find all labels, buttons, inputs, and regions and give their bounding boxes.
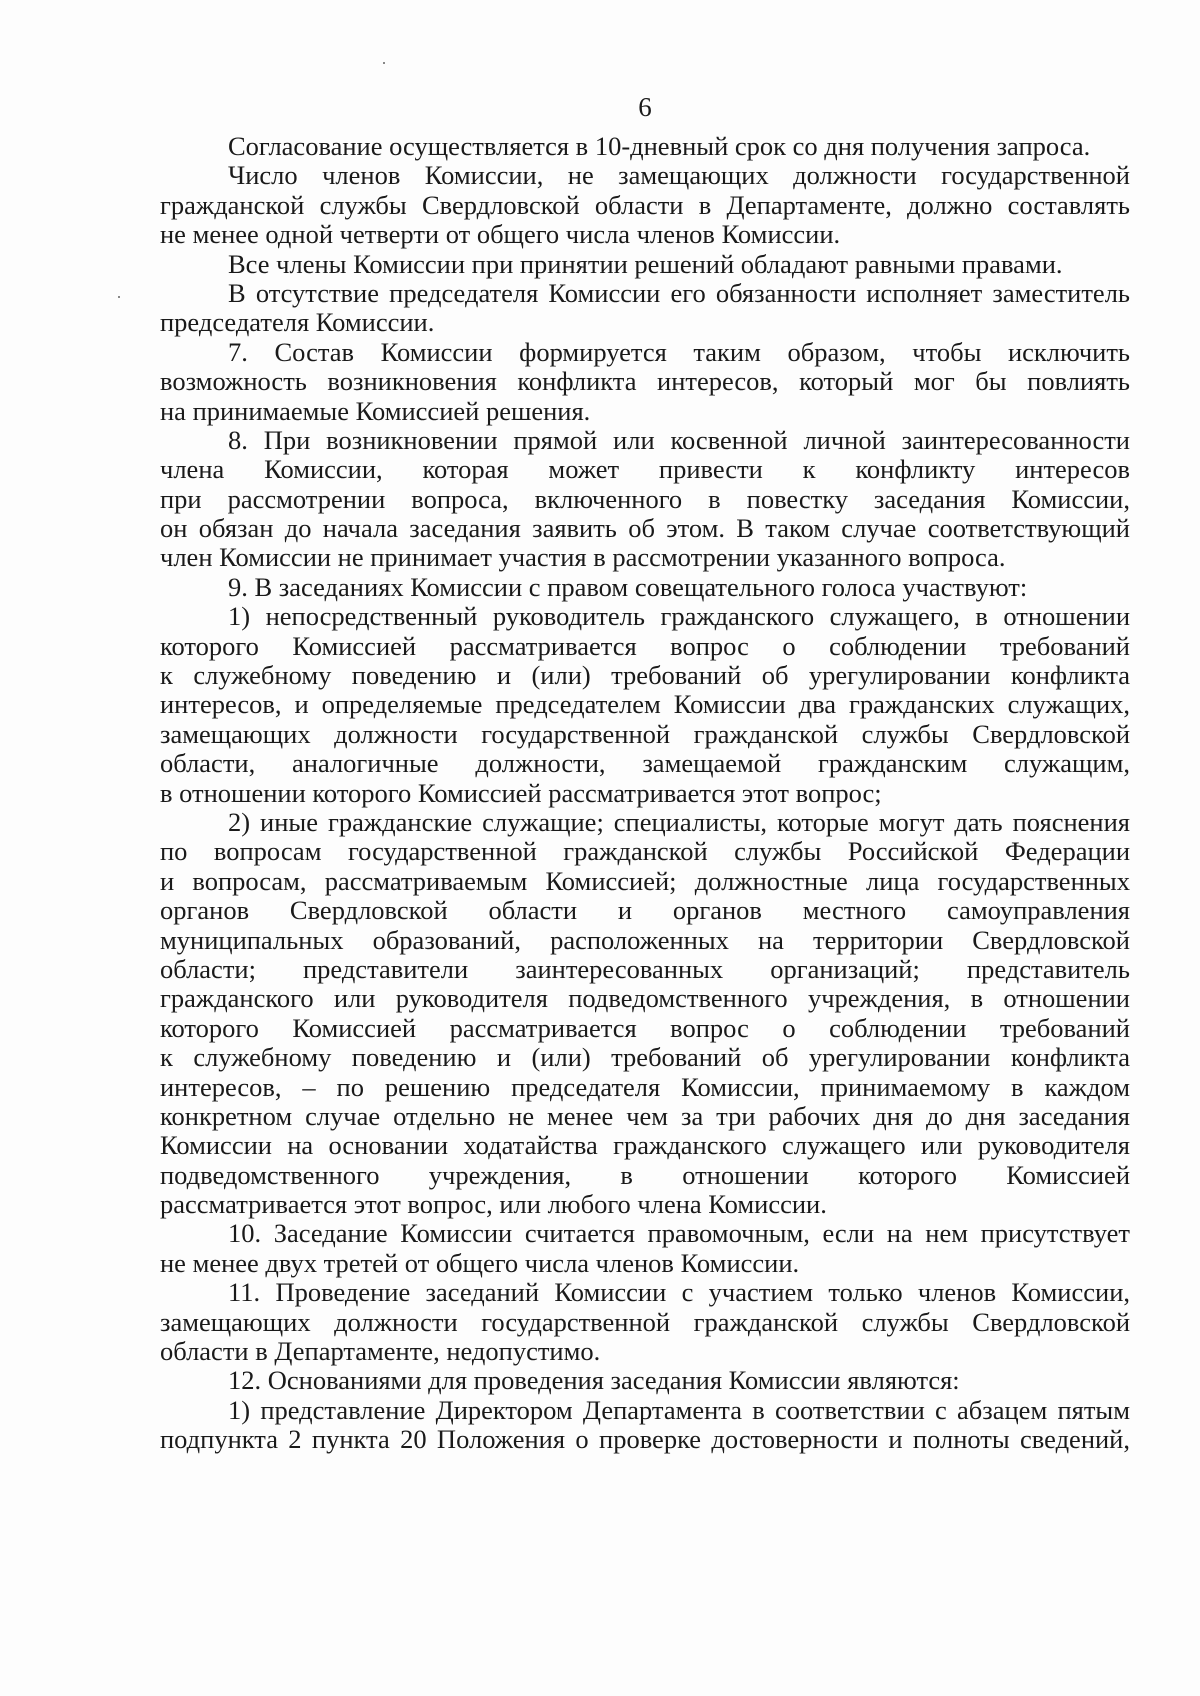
page-number: 6	[638, 92, 652, 122]
text-line: подведомственного учреждения, в отношении которого Комиссией	[160, 1160, 1130, 1190]
text-line: возможность возникновения конфликта интересов, который мог бы повлиять	[160, 367, 1130, 397]
text-line: конкретном случае отдельно не менее чем за три рабочих дня до дня заседания	[160, 1101, 1130, 1131]
text-line: области в Департаменте, недопустимо.	[160, 1336, 601, 1367]
text-line: 7. Состав Комиссии формируется таким образом, чтобы исключить	[228, 337, 1130, 367]
scan-speck	[118, 296, 120, 298]
text-line: он обязан до начала заседания заявить об этом. В таком случае соответствующий	[160, 514, 1130, 544]
text-line: на принимаемые Комиссией решения.	[160, 395, 591, 426]
text-line: к служебному поведению и (или) требований об урегулировании конфликта	[160, 661, 1130, 691]
text-line: 1) представление Директором Департамента в соответствии с абзацем пятым	[228, 1395, 1130, 1425]
text-line: интересов, – по решению председателя Комиссии, принимаемому в каждом	[160, 1072, 1130, 1102]
text-line: муниципальных образований, расположенных на территории Свердловской	[160, 925, 1130, 955]
text-line: гражданской службы Свердловской области в Департаменте, должно составлять	[160, 190, 1130, 220]
text-line: не менее двух третей от общего числа членов Комиссии.	[160, 1247, 800, 1278]
text-line: члена Комиссии, которая может привести к конфликту интересов	[160, 455, 1130, 485]
text-line: к служебному поведению и (или) требований об урегулировании конфликта	[160, 1043, 1130, 1073]
text-line: области; представители заинтересованных организаций; представитель	[160, 954, 1130, 984]
text-line: председателя Комиссии.	[160, 307, 435, 338]
text-line: подпункта 2 пункта 20 Положения о проверке достоверности и полноты сведений,	[160, 1425, 1130, 1455]
text-line: области, аналогичные должности, замещаемой гражданским служащим,	[160, 749, 1130, 779]
text-line: которого Комиссией рассматривается вопрос о соблюдении требований	[160, 1013, 1130, 1043]
text-line: 10. Заседание Комиссии считается правомочным, если на нем присутствует	[228, 1219, 1130, 1249]
text-line: Все члены Комиссии при принятии решений обладают равными правами.	[228, 248, 1063, 279]
text-line: 9. В заседаниях Комиссии с правом совещательного голоса участвуют:	[228, 571, 1028, 602]
text-line: Число членов Комиссии, не замещающих должности государственной	[228, 161, 1130, 191]
text-line: и вопросам, рассматриваемым Комиссией; должностные лица государственных	[160, 866, 1130, 896]
text-line: при рассмотрении вопроса, включенного в повестку заседания Комиссии,	[160, 484, 1130, 514]
text-line: гражданского или руководителя подведомственного учреждения, в отношении	[160, 984, 1130, 1014]
text-line: замещающих должности государственной гражданской службы Свердловской	[160, 1307, 1130, 1337]
text-line: интересов, и определяемые председателем Комиссии два гражданских служащих,	[160, 690, 1130, 720]
scan-speck	[383, 62, 385, 64]
text-line: член Комиссии не принимает участия в рассмотрении указанного вопроса.	[160, 542, 1006, 573]
text-line: которого Комиссией рассматривается вопрос о соблюдении требований	[160, 631, 1130, 661]
text-line: не менее одной четверти от общего числа членов Комиссии.	[160, 219, 841, 250]
text-line: Комиссии на основании ходатайства гражданского служащего или руководителя	[160, 1131, 1130, 1161]
text-line: по вопросам государственной гражданской службы Российской Федерации	[160, 837, 1130, 867]
text-line: 8. При возникновении прямой или косвенной личной заинтересованности	[228, 425, 1130, 455]
text-line: 12. Основаниями для проведения заседания Комиссии являются:	[228, 1365, 960, 1396]
text-line: органов Свердловской области и органов местного самоуправления	[160, 896, 1130, 926]
text-line: В отсутствие председателя Комиссии его обязанности исполняет заместитель	[228, 278, 1130, 308]
text-line: 2) иные гражданские служащие; специалисты, которые могут дать пояснения	[228, 807, 1130, 837]
text-line: замещающих должности государственной гражданской службы Свердловской	[160, 719, 1130, 749]
text-line: Согласование осуществляется в 10-дневный срок со дня получения запроса.	[228, 131, 1091, 161]
text-line: 11. Проведение заседаний Комиссии с участием только членов Комиссии,	[228, 1278, 1130, 1308]
text-line: 1) непосредственный руководитель гражданского служащего, в отношении	[228, 602, 1130, 632]
text-line: в отношении которого Комиссией рассматривается этот вопрос;	[160, 777, 882, 808]
document-body	[160, 132, 1130, 1455]
text-line: рассматривается этот вопрос, или любого члена Комиссии.	[160, 1189, 827, 1220]
